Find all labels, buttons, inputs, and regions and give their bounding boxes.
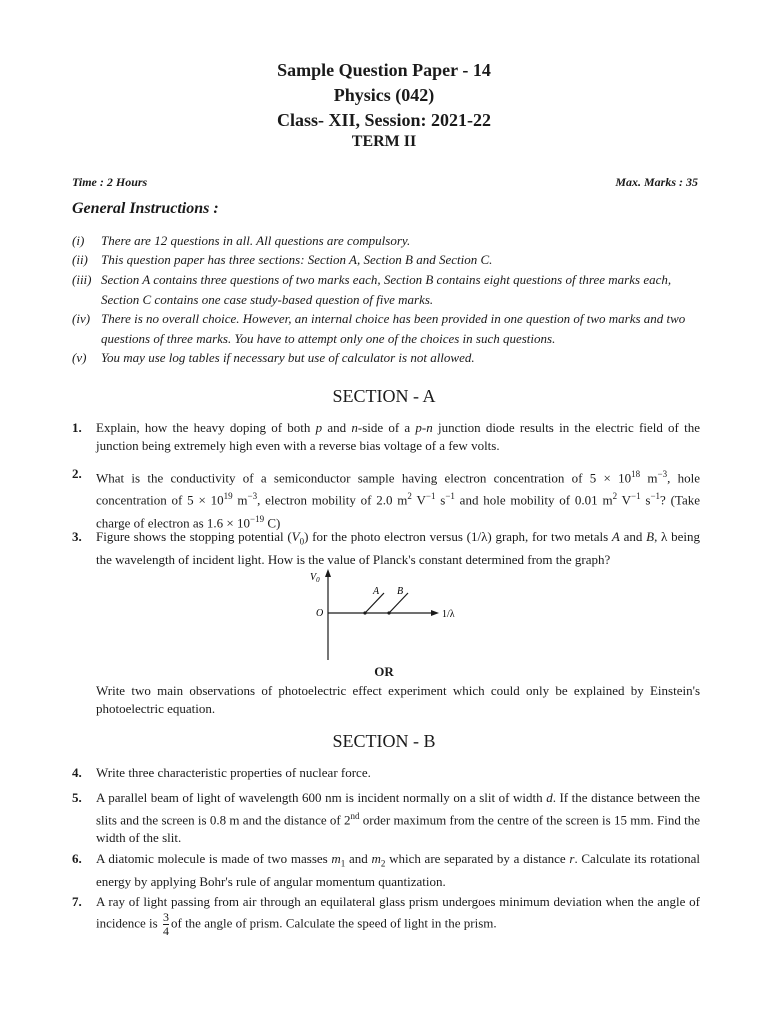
instruction-text: Section A contains three questions of two marks each, Section B contains eight questions of three marks each, Section C contains one case study-based question of five marks. — [101, 272, 672, 307]
max-marks-label: Max. Marks : 35 — [615, 175, 698, 189]
line-a-intercept — [363, 611, 366, 614]
fraction-three-quarters: $\frac{3}{4}$ — [162, 910, 169, 938]
instructions-heading: General Instructions : — [72, 200, 219, 217]
question-2 — [72, 465, 700, 532]
origin-label: O — [316, 608, 324, 619]
question-text: Write three characteristic properties of nuclear force. — [96, 765, 371, 780]
instruction-number: (ii) — [72, 252, 88, 267]
question-3-alternative — [72, 682, 700, 718]
question-number: 4. — [72, 765, 82, 780]
term-label: TERM II — [351, 133, 417, 150]
instruction-number: (iv) — [72, 311, 91, 326]
question-4 — [72, 764, 700, 782]
instruction-item — [72, 348, 702, 368]
question-1 — [72, 419, 700, 455]
section-b-heading: SECTION - B — [332, 731, 436, 751]
instruction-item — [72, 309, 702, 348]
time-label: Time : 2 Hours — [72, 175, 148, 189]
question-number: 2. — [72, 466, 82, 481]
question-number: 3. — [72, 529, 82, 544]
question-number: 6. — [72, 851, 82, 866]
question-text: A diatomic molecule is made of two masses $m_1$ and $m_2$ which are separated by a distance r. Calculate its rotational energy by applying Bohr's rule of angular momentum quantization. — [96, 851, 700, 889]
instruction-item — [72, 270, 702, 309]
question-number: 5. — [72, 790, 82, 805]
line-a-label: A — [373, 586, 380, 597]
instruction-text: This question paper has three sections: Section A, Section B and Section C. — [101, 252, 493, 267]
question-7 — [72, 893, 700, 938]
x-axis-arrow — [431, 610, 439, 616]
y-axis-label: $V_0$ — [310, 572, 320, 584]
or-separator: OR — [374, 664, 394, 679]
question-text: Explain, how the heavy doping of both p and n-side of a p-n junction diode results in the electric field of the junction being extremely high even with a reverse bias voltage of a few volts. — [96, 420, 700, 453]
question-text: What is the conductivity of a semiconductor sample having electron concentration of $5 \times 10^{18}$ $m^{-3}$, hole concentration of $5 \times 10^{19}$ $m^{-3}$, electron mobility of 2.0 $m^2$ $V^{-1}$ $s^{-1}$ and hole mobility of 0.01 $m^2$ $V^{-1}$ $s^{-1}$? (Take charge of electron as $1.6 \times 10^{-19}$ C) — [96, 469, 700, 530]
question-3 — [72, 528, 700, 569]
question-number: 7. — [72, 894, 82, 909]
instruction-item — [72, 250, 702, 270]
x-axis-label: 1/λ — [442, 609, 455, 620]
question-text: A ray of light passing from air through an equilateral glass prism undergoes minimum deviation when the angle of incidence is $\frac{3}{4}$ of the angle of prism. Calculate the speed of light in the prism. — [96, 894, 700, 938]
subject-title: Physics (042) — [333, 85, 435, 105]
stopping-potential-graph — [305, 566, 475, 662]
instruction-number: (i) — [72, 233, 85, 248]
line-b-label: B — [397, 586, 404, 597]
instruction-text: You may use log tables if necessary but use of calculator is not allowed. — [101, 350, 475, 365]
question-number: 1. — [72, 420, 82, 435]
instruction-text: There is no overall choice. However, an internal choice has been provided in one question of two marks and two questions of three marks. You have to attempt only one of the choices in such questions. — [101, 311, 686, 346]
instruction-number: (v) — [72, 350, 87, 365]
question-6 — [72, 850, 700, 891]
instruction-text: There are 12 questions in all. All questions are compulsory. — [101, 233, 411, 248]
section-a-heading: SECTION - A — [332, 386, 436, 406]
instruction-number: (iii) — [72, 272, 92, 287]
question-5 — [72, 789, 700, 847]
question-text: Write two main observations of photoelectric effect experiment which could only be explained by Einstein's photoelectric equation. — [96, 683, 700, 716]
class-session: Class- XII, Session: 2021-22 — [276, 110, 492, 130]
question-text: A parallel beam of light of wavelength 600 nm is incident normally on a slit of width d. If the distance between the slits and the screen is 0.8 m and the distance of 2nd order maximum from the centre of the screen is 15 mm. Find the width of the slit. — [96, 790, 700, 846]
question-text: Figure shows the stopping potential $(V_0)$ for the photo electron versus (1/λ) graph, for two metals A and B, λ being the wavelength of incident light. How is the value of Planck's constant determined from the graph? — [96, 529, 700, 567]
instruction-item — [72, 231, 702, 251]
paper-title: Sample Question Paper - 14 — [277, 60, 491, 80]
line-b-intercept — [387, 611, 390, 614]
y-axis-arrow — [325, 569, 331, 577]
